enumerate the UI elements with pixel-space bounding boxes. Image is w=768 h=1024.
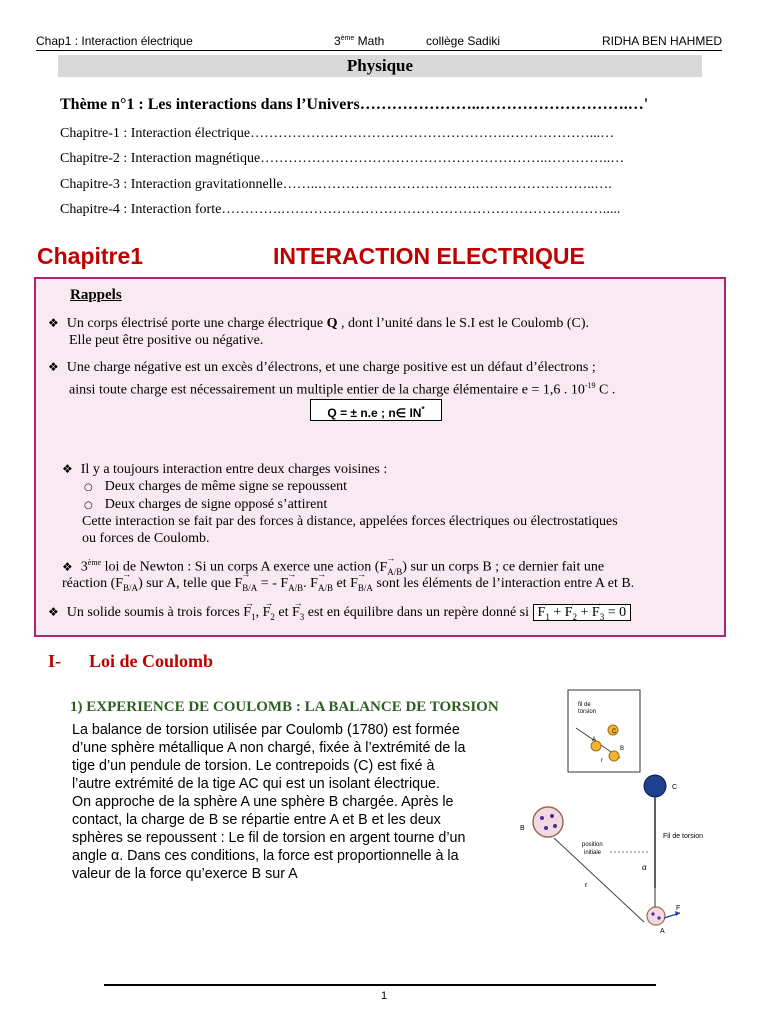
force-vector: → $F_{B/A}$: [350, 575, 373, 597]
force-vector: → $F_3$: [292, 604, 304, 626]
rappels-title: Rappels: [70, 287, 122, 303]
inset-label-r: r: [601, 758, 603, 764]
force-vector: → $F_{B/A}$: [115, 575, 138, 597]
label-initiale: initiale: [584, 850, 602, 856]
header-level: 3ème Math: [334, 34, 385, 48]
label-f: F: [676, 905, 681, 912]
circle-bullet-icon: ○: [84, 500, 93, 511]
force-vector: → $F_{A/B}$: [310, 575, 333, 597]
diamond-bullet-icon: ❖: [48, 360, 59, 374]
sphere-a: [647, 907, 665, 925]
chapter-list-item: Chapitre-4 : Interaction forte………….…………………………………………………………….....: [60, 202, 621, 217]
sphere-b: [533, 807, 563, 837]
paragraph-line: l’autre extrémité de la tige AC qui est un isolant électrique.: [72, 776, 440, 792]
header-school: collège Sadiki: [426, 34, 501, 48]
diamond-bullet-icon: ❖: [48, 316, 59, 330]
rappel-repulsion: ○ Deux charges de même signe se repoussent: [84, 479, 348, 494]
experiment-paragraph: [72, 721, 486, 883]
charge-formula-box: Q = ± n.e ; n∈ IN*: [310, 399, 442, 421]
diamond-bullet-icon: ❖: [62, 462, 73, 476]
force-vector: → $F_{A/B}$: [280, 575, 303, 597]
rappel-newton-reaction: réaction (→ $F_{B/A}$) sur A, telle que → $F_{B/A}$ = - → $F_{A/B}$. → $F_{A/B}$ et → $F_{B/A}$ sont les éléments de l’interaction entre A et B.: [62, 575, 634, 597]
label-fil-torsion: Fil de torsion: [663, 833, 704, 840]
theme-title: Thème n°1 : Les interactions dans l’Univers…………………..……………………….…': [60, 96, 649, 113]
torsion-balance-figure: [510, 688, 710, 938]
rappel-interaction: ❖ Il y a toujours interaction entre deux charges voisines :: [62, 462, 388, 477]
section-heading: I- Loi de Coulomb: [48, 651, 214, 671]
chapter-list-item: Chapitre-1 : Interaction électrique……………………………………………….………………...…: [60, 126, 615, 141]
inset-label: fil de: [578, 702, 591, 708]
counterweight-sphere-c: [644, 775, 666, 797]
label-alpha: α: [642, 863, 647, 872]
header-author: RIDHA BEN HAHMED: [601, 34, 722, 48]
label-a: A: [660, 928, 665, 935]
paragraph-line: sphères se repoussent : Le fil de torsion en argent tourne d’un: [72, 830, 466, 846]
chapter-title: INTERACTION ELECTRIQUE: [273, 243, 585, 269]
rappel-coulomb-forces: Cette interaction se fait par des forces à distance, appelées forces électriques ou électrostatiques: [82, 514, 618, 529]
label-r: r: [585, 882, 588, 889]
diamond-bullet-icon: ❖: [48, 605, 59, 619]
circle-bullet-icon: ○: [84, 482, 93, 493]
force-vector: → $F_{B/A}$: [234, 575, 257, 597]
label-b: B: [520, 825, 525, 832]
paragraph-line: d’une sphère métallique A non chargé, fixée à l’extrémité de la: [72, 740, 466, 756]
force-vector: → $F_1$: [243, 604, 255, 626]
force-vector: → $F_{A/B}$: [379, 559, 402, 581]
header-chapter: Chap1 : Interaction électrique: [36, 34, 193, 48]
rappel-elementary-charge: ainsi toute charge est nécessairement un multiple entier de la charge élémentaire e = 1,6 . $10^{-19}$ C .: [69, 381, 616, 398]
page-header: [36, 34, 722, 51]
label-position: position: [582, 842, 603, 848]
inset-label-b: B: [620, 746, 625, 752]
experiment-title: 1) EXPERIENCE DE COULOMB : LA BALANCE DE TORSION: [70, 699, 499, 715]
rappel-charge-unit: ❖ Un corps électrisé porte une charge électrique Q , dont l’unité dans le S.I est le Coulomb (C).: [48, 316, 590, 331]
label-c: C: [672, 784, 678, 791]
paragraph-line: tige d’un pendule de torsion. Le contrepoids (C) est fixé à: [72, 758, 435, 774]
rappel-equilibrium: ❖ Un solide soumis à trois forces → $F_1$, → $F_2$ et → $F_3$ est en équilibre dans un repère donné si → $F_1$ + → $F_2$ + → $F_3$ = → 0: [48, 604, 631, 626]
chapter-list-item: Chapitre-2 : Interaction magnétique……………………………………………………..…………..…: [60, 151, 625, 166]
subject-bar: Physique: [58, 55, 702, 77]
inset-label-a: A: [592, 737, 597, 743]
paragraph-line: valeur de la force qu’exerce B sur A: [72, 866, 298, 882]
diamond-bullet-icon: ❖: [62, 559, 73, 574]
paragraph-line: contact, la charge de B se répartie entre A et B et les deux: [72, 812, 441, 828]
paragraph-line: angle α. Dans ces conditions, la force est proportionnelle à la: [72, 848, 459, 864]
page-number: 1: [380, 990, 388, 1002]
force-vector: → $F_2$: [263, 604, 275, 626]
paragraph-line: On approche de la sphère A une sphère B chargée. Après le: [72, 794, 454, 810]
rappel-coulomb-forces-cont: ou forces de Coulomb.: [82, 531, 210, 546]
chapter-list-item: Chapitre-3 : Interaction gravitationnelle……..…………………………….……………………..….: [60, 177, 612, 192]
inset-label: torsion: [578, 709, 597, 715]
paragraph-line: La balance de torsion utilisée par Coulomb (1780) est formée: [72, 722, 460, 738]
inset-label-c: C: [612, 729, 617, 735]
chapter-label: Chapitre1: [37, 243, 144, 269]
rappel-newton-law: ❖ 3ème loi de Newton : Si un corps A exerce une action (→ $F_{A/B}$) sur un corps B ; ce dernier fait une: [62, 554, 604, 580]
rappel-charge-sign: Elle peut être positive ou négative.: [69, 333, 264, 348]
equilibrium-equation-box: → $F_1$ + → $F_2$ + → $F_3$ = → 0: [533, 604, 632, 621]
rappel-electrons: ❖ Une charge négative est un excès d’électrons, et une charge positive est un défaut d’électrons ;: [48, 360, 596, 375]
inset-sphere-b: [609, 751, 619, 761]
footer-rule: [104, 984, 656, 986]
rappels-box: [34, 277, 726, 637]
rappel-attraction: ○ Deux charges de signe opposé s’attirent: [84, 497, 328, 512]
